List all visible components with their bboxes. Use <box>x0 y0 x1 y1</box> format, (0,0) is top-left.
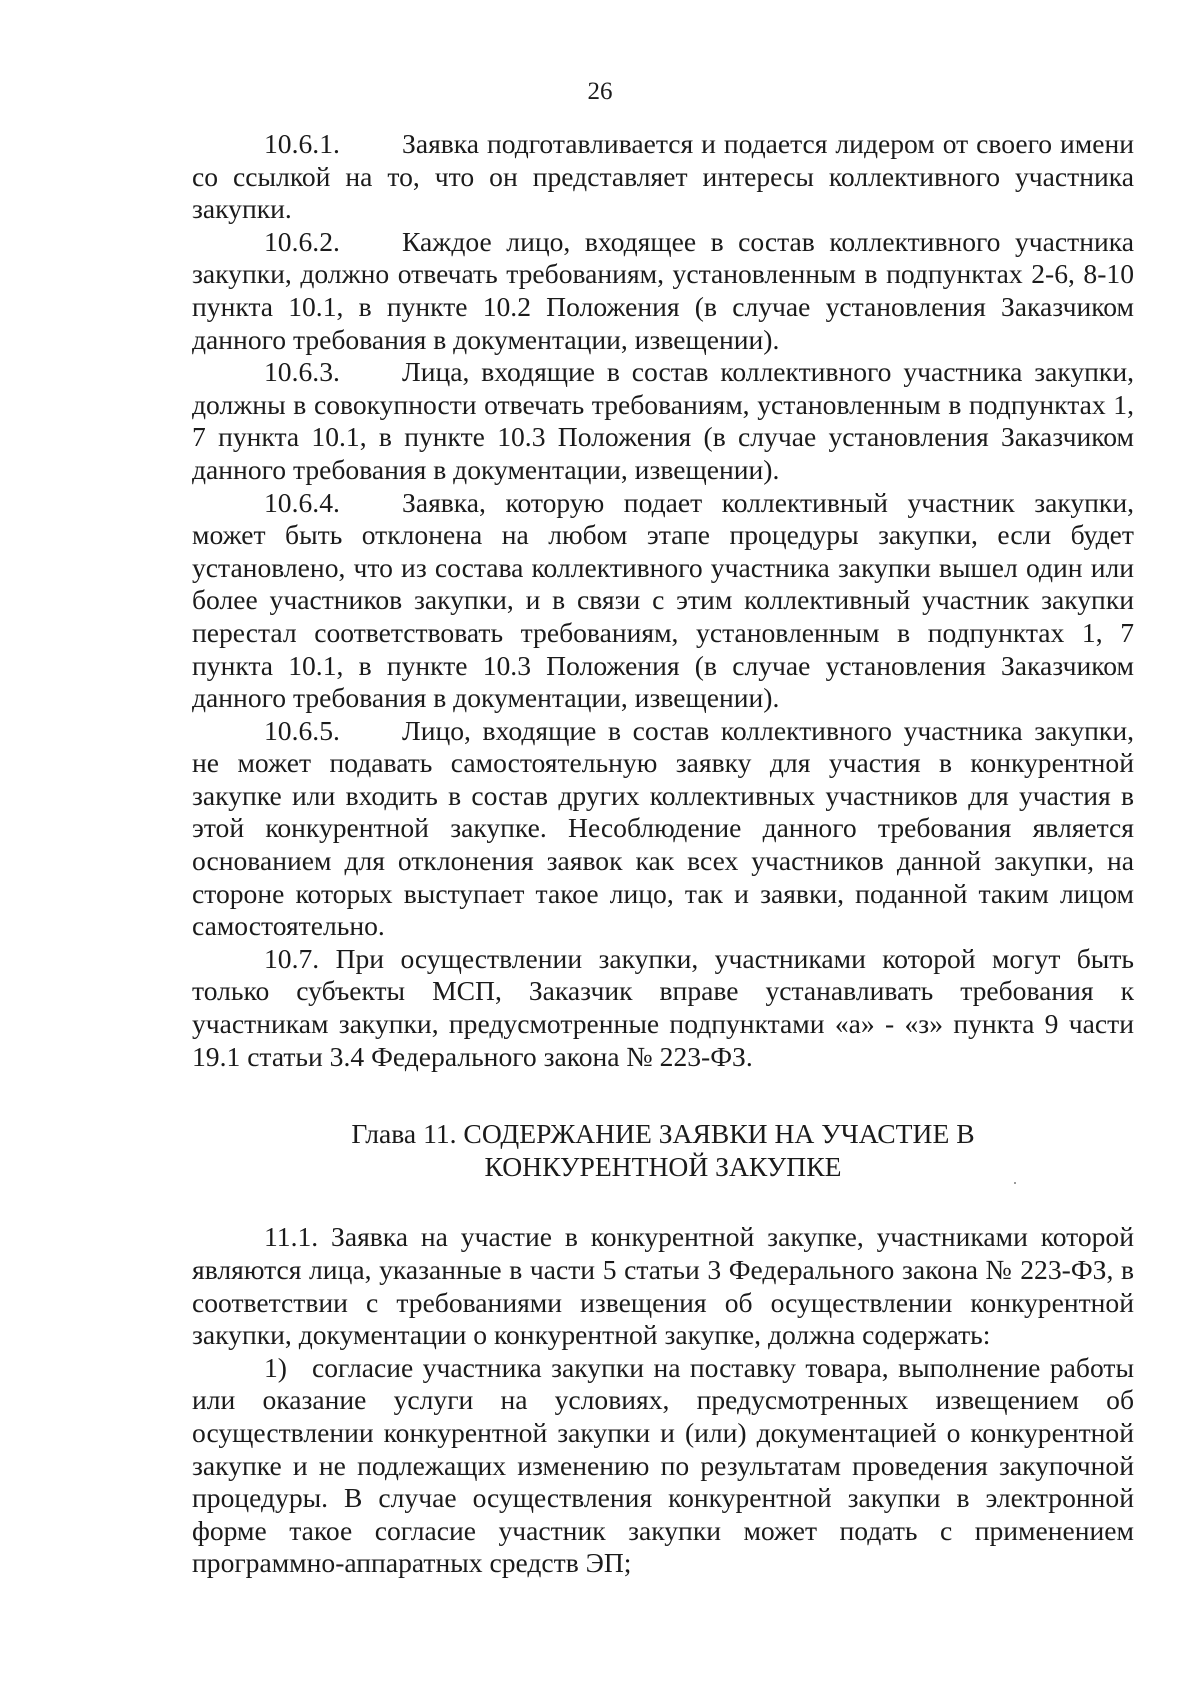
clause-10-7: 10.7. При осуществлении закупки, участниками которой могут быть только субъекты МСП, Заказчик вправе устанавливать требования к участникам закупки, предусмотренные подпунктами «а» - «з» пункта 9 части 19.1 статьи 3.4 Федерального закона № 223-ФЗ. <box>192 942 1134 1072</box>
clause-number: 10.6.2. <box>264 225 340 257</box>
clause-number: 10.6.5. <box>264 714 340 746</box>
clause-10-6-4 <box>192 487 1134 715</box>
list-item-number: 1) <box>264 1351 287 1383</box>
clause-number: 10.6.4. <box>264 486 340 518</box>
clause-10-6-1 <box>192 128 1134 226</box>
chapter-heading-line-1: Глава 11. СОДЕРЖАНИЕ ЗАЯВКИ НА УЧАСТИЕ В <box>351 1118 975 1150</box>
clause-text: Заявка подготавливается и подается лидером от своего имени со ссылкой на то, что он представляет интересы коллективного участника закупки. <box>192 128 1134 225</box>
clause-10-6-5 <box>192 715 1134 943</box>
clause-number: 10.6.1. <box>264 128 340 159</box>
clause-10-6-2 <box>192 226 1134 356</box>
clause-text: Лица, входящие в состав коллективного участника закупки, должны в совокупности отвечать требованиям, установленным в подпунктах 1, 7 пункта 10.1, в пункте 10.3 Положения (в случае установления Заказчиком данного требования в документации, извещении). <box>192 356 1134 485</box>
chapter-heading-line-2: КОНКУРЕНТНОЙ ЗАКУПКЕ <box>484 1150 842 1182</box>
clause-text: Лицо, входящие в состав коллективного участника закупки, не может подавать самостоятельную заявку для участия в конкурентной закупке или входить в состав других коллективных участников для участия в этой конкурентной закупке. Несоблюдение данного требования является основанием для отклонения заявок как всех участников данной закупки, на стороне которых выступает такое лицо, так и заявки, поданной таким лицом самостоятельно. <box>192 714 1134 942</box>
page-number: 26 <box>587 78 613 105</box>
scan-speck <box>1014 1182 1016 1184</box>
list-item-text: согласие участника закупки на поставку товара, выполнение работы или оказание услуги на условиях, предусмотренных извещением об осуществлении конкурентной закупки и (или) документацией о конкурентной закупке и не подлежащих изменению по результатам проведения закупочной процедуры. В случае осуществления конкурентной закупки в электронной форме такое согласие участник закупки может подать с применением программно-аппаратных средств ЭП; <box>192 1351 1134 1579</box>
clause-text: Заявка, которую подает коллективный участник закупки, может быть отклонена на любом этапе процедуры закупки, если будет установлено, что из состава коллективного участника закупки вышел один или более участников закупки, и в связи с этим коллективный участник закупки перестал соответствовать требованиям, установленным в подпунктах 1, 7 пункта 10.1, в пункте 10.3 Положения (в случае установления Заказчиком данного требования в документации, извещении). <box>192 486 1134 714</box>
clause-number: 10.6.3. <box>264 356 340 388</box>
list-item-1 <box>192 1352 1134 1580</box>
document-body <box>192 128 1134 1580</box>
clause-10-6-3 <box>192 356 1134 486</box>
clause-text: Каждое лицо, входящее в состав коллективного участника закупки, должно отвечать требованиям, установленным в подпунктах 2-6, 8-10 пункта 10.1, в пункте 10.2 Положения (в случае установления Заказчиком данного требования в документации, извещении). <box>192 225 1134 355</box>
clause-11-1: 11.1. Заявка на участие в конкурентной закупке, участниками которой являются лица, указанные в части 5 статьи 3 Федерального закона № 223-ФЗ, в соответствии с требованиями извещения об осуществлении конкурентной закупки, документации о конкурентной закупке, должна содержать: <box>192 1221 1134 1351</box>
chapter-heading <box>192 1118 1134 1183</box>
